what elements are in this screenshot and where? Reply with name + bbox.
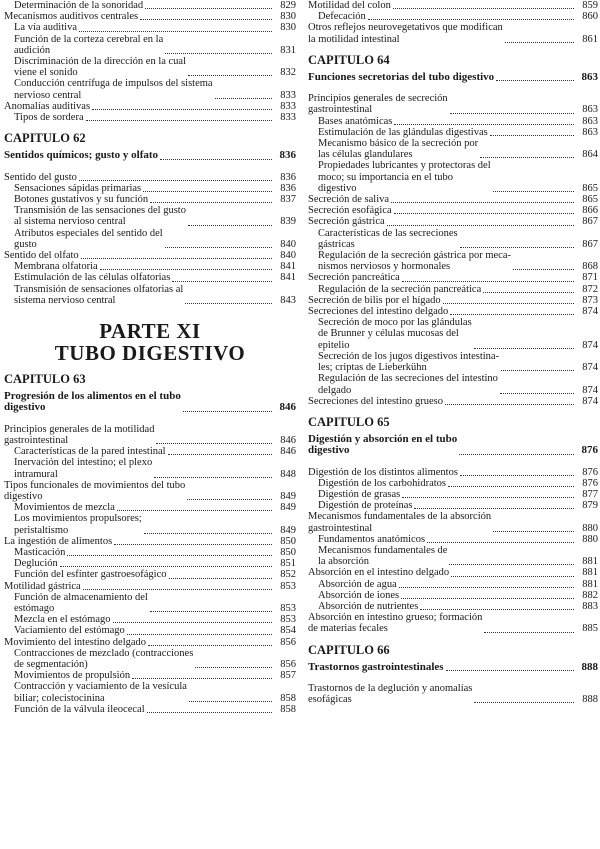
page-number: 880 (582, 522, 598, 534)
chapter-64-heading: CAPITULO 64 (308, 52, 390, 67)
toc-entry (308, 22, 598, 44)
entry-text: Secreción de bilis por el hígado (308, 294, 441, 306)
dot-leader (147, 703, 272, 713)
dot-leader (490, 126, 574, 136)
dot-leader (427, 533, 574, 543)
chapter-title-text: Funciones secretorias del tubo digestivo (308, 71, 495, 84)
page-number: 873 (582, 294, 598, 306)
chapter-66-title (308, 662, 598, 673)
toc-entry (308, 511, 598, 533)
page-number: 857 (280, 670, 296, 682)
toc-entry (308, 545, 598, 567)
page-number: 872 (582, 283, 598, 295)
entry-text: Sensaciones sápidas primarias (14, 182, 142, 194)
entry-text: Absorción de iones (318, 589, 400, 601)
page-number: 888 (582, 694, 598, 706)
dot-leader (154, 468, 272, 478)
entry-text: Estimulación de las células olfatorias (14, 272, 171, 284)
dot-leader (450, 305, 574, 315)
dot-leader (394, 204, 574, 214)
dot-leader (187, 490, 272, 500)
entry-text: Anomalías auditivas (4, 100, 91, 112)
entry-text: La vía auditiva (14, 22, 77, 34)
toc-entry (4, 681, 296, 703)
page-number: 866 (582, 205, 598, 217)
chapter-64-title (308, 72, 598, 83)
dot-leader (79, 171, 272, 181)
toc-entry (4, 284, 296, 306)
entry-text: Vaciamiento del estómago (14, 625, 125, 637)
page-number: 853 (280, 614, 296, 626)
page-number: 837 (280, 194, 296, 206)
chapter-66-list (308, 683, 598, 705)
page-number: 851 (280, 558, 296, 570)
dot-leader (160, 150, 272, 160)
page-number: 841 (280, 272, 296, 284)
entry-text: Otros reflejos neurovegetativos que modifican la motilidad intestinal (308, 22, 503, 45)
page-number: 832 (280, 67, 296, 79)
entry-text: Función de la válvula ileocecal (14, 703, 145, 715)
dot-leader (505, 33, 574, 43)
dot-leader (143, 182, 272, 192)
entry-text: Transmisión de las sensaciones del gusto al sistema nervioso central (14, 205, 186, 228)
page-number: 850 (280, 535, 296, 547)
dot-leader (387, 216, 574, 226)
dot-leader (493, 522, 574, 532)
dot-leader (156, 434, 272, 444)
dot-leader (188, 216, 272, 226)
page-number: 865 (582, 182, 598, 194)
page-number: 853 (280, 580, 296, 592)
page-number: 864 (582, 149, 598, 161)
chapter-title-text: Digestión y absorción en el tubo digestivo (308, 433, 458, 457)
toc-entry (4, 446, 296, 457)
page-number: 865 (582, 194, 598, 206)
chapter-62-heading: CAPITULO 62 (4, 131, 86, 146)
dot-leader (145, 0, 272, 9)
entry-text: Sentido del olfato (4, 250, 79, 262)
toc-entry (4, 272, 296, 283)
dot-leader (79, 22, 272, 32)
dot-leader (168, 445, 272, 455)
entry-text: Tipos de sordera (14, 112, 84, 124)
left-intro-list (4, 0, 296, 123)
page-number: 860 (582, 11, 598, 23)
entry-text: Fundamentos anatómicos (318, 533, 426, 545)
toc-entry (4, 637, 296, 648)
dot-leader (189, 692, 272, 702)
page-number: 843 (280, 294, 296, 306)
page-number: 885 (582, 623, 598, 635)
entry-text: Sentido del gusto (4, 171, 77, 183)
dot-leader (513, 260, 574, 270)
toc-entry (308, 138, 598, 160)
dot-leader (459, 445, 574, 455)
entry-text: Los movimientos propulsores; peristaltismo (14, 513, 142, 536)
page-number: 836 (280, 171, 296, 183)
page-number: 858 (280, 692, 296, 704)
page-number: 876 (582, 477, 598, 489)
dot-leader (474, 339, 574, 349)
toc-entry (4, 648, 296, 670)
toc-entry (4, 194, 296, 205)
page-number: 830 (280, 22, 296, 34)
entry-text: Inervación del intestino; el plexo intramural (14, 457, 153, 480)
page-number: 849 (280, 502, 296, 514)
dot-leader (446, 661, 574, 671)
entry-text: Contracciones de mezclado (contracciones de segmentación) (14, 647, 194, 670)
toc-entry (308, 228, 598, 250)
dot-leader (113, 613, 273, 623)
entry-text: Secreción pancreática (308, 272, 400, 284)
dot-leader (500, 384, 574, 394)
dot-leader (394, 115, 574, 125)
page-number: 848 (280, 468, 296, 480)
entry-text: Conducción centrífuga de impulsos del sistema nervioso central (14, 78, 213, 101)
dot-leader (451, 567, 574, 577)
chapter-62-title (4, 150, 296, 161)
toc-entry (308, 612, 598, 634)
page-number: 833 (280, 112, 296, 124)
dot-leader (401, 589, 574, 599)
chapter-title-text: Progresión de los alimentos en el tubo digestivo (4, 390, 181, 414)
toc-entry (308, 317, 598, 351)
dot-leader (368, 10, 574, 20)
page-number: 888 (581, 660, 598, 673)
toc-entry (4, 56, 296, 78)
page-number: 854 (280, 625, 296, 637)
page-number: 879 (582, 500, 598, 512)
entry-text: Función de la corteza cerebral en la audición (14, 33, 164, 56)
toc-entry (308, 216, 598, 227)
page-number: 880 (582, 533, 598, 545)
entry-text: Propiedades lubricantes y protectoras del moco; su importancia en el tubo digestivo (318, 160, 491, 194)
entry-text: Principios generales de la motilidad gastrointestinal (4, 423, 155, 446)
dot-leader (67, 546, 272, 556)
page-number: 863 (581, 71, 598, 84)
page-number: 882 (582, 589, 598, 601)
page-number: 853 (280, 602, 296, 614)
entry-text: Transmisión de sensaciones olfatorias al sistema nervioso central (14, 283, 184, 306)
page-number: 881 (582, 578, 598, 590)
dot-leader (165, 238, 272, 248)
part-title: TUBO DIGESTIVO (54, 341, 246, 366)
entry-text: Secreción de moco por las glándulas de Brunner y células mucosas del epitelio (318, 317, 472, 351)
page-number: 846 (280, 434, 296, 446)
toc-entry (308, 396, 598, 407)
dot-leader (496, 71, 574, 81)
dot-leader (165, 44, 272, 54)
toc-entry (4, 513, 296, 535)
dot-leader (140, 10, 272, 20)
dot-leader (450, 104, 574, 114)
page-number: 871 (582, 272, 598, 284)
entry-text: Mecanismo básico de la secreción por las células glandulares (318, 138, 479, 161)
page-number: 881 (582, 567, 598, 579)
entry-text: Secreción gástrica (308, 216, 385, 228)
dot-leader (420, 600, 574, 610)
page-number: 881 (582, 556, 598, 568)
page-number: 863 (582, 126, 598, 138)
toc-entry (308, 93, 598, 115)
dot-leader (480, 148, 574, 158)
dot-leader (81, 249, 272, 259)
page-number: 839 (280, 216, 296, 228)
toc-entry (4, 112, 296, 123)
right-column (308, 0, 598, 705)
page-number: 836 (280, 182, 296, 194)
entry-text: Mecanismos fundamentales de la absorción gastrointestinal (308, 511, 492, 534)
toc-entry (308, 306, 598, 317)
chapter-65-title (308, 434, 598, 456)
dot-leader (60, 557, 272, 567)
toc-entry (4, 592, 296, 614)
entry-text: Movimientos de mezcla (14, 502, 115, 514)
page-number: 874 (582, 384, 598, 396)
dot-leader (195, 658, 272, 668)
entry-text: Mecanismos fundamentales de la absorción (318, 544, 448, 568)
entry-text: Determinación de la sonoridad (14, 0, 144, 11)
page-number: 849 (280, 490, 296, 502)
entry-text: Digestión de los distintos alimentos (308, 466, 458, 478)
dot-leader (393, 0, 574, 9)
chapter-title-text: Trastornos gastrointestinales (308, 660, 444, 673)
toc-entry (4, 480, 296, 502)
dot-leader (117, 501, 272, 511)
chapter-65-list (308, 467, 598, 635)
entry-text: Secreciones del intestino grueso (308, 395, 444, 407)
entry-text: Regulación de la secreción pancreática (318, 283, 482, 295)
part-heading (4, 320, 296, 364)
entry-text: Movimiento del intestino delgado (4, 636, 147, 648)
dot-leader (188, 66, 272, 76)
entry-text: Masticación (14, 546, 66, 558)
page-number: 841 (280, 261, 296, 273)
page-number: 859 (582, 0, 598, 11)
entry-text: Trastornos de la deglución y anomalías esofágicas (308, 682, 473, 706)
entry-text: Botones gustativos y su función (14, 194, 149, 206)
toc-entry (4, 457, 296, 479)
page-number: 829 (280, 0, 296, 11)
dot-leader (493, 182, 574, 192)
entry-text: Absorción en el intestino delgado (308, 567, 450, 579)
entry-text: Atributos especiales del sentido del gusto (14, 227, 163, 250)
page-number: 852 (280, 569, 296, 581)
dot-leader (92, 100, 272, 110)
toc-entry (4, 78, 296, 100)
dot-leader (86, 111, 272, 121)
entry-text: Motilidad del colon (308, 0, 391, 11)
page-number: 849 (280, 524, 296, 536)
page-number: 874 (582, 306, 598, 318)
toc-entry (4, 205, 296, 227)
toc-entry (4, 34, 296, 56)
dot-leader (83, 580, 272, 590)
dot-leader (448, 477, 574, 487)
entry-text: Motilidad gástrica (4, 580, 81, 592)
entry-text: Defecación (318, 11, 366, 23)
right-intro-list (308, 0, 598, 45)
dot-leader (127, 625, 272, 635)
page-number: 861 (582, 33, 598, 45)
chapter-63-list (4, 424, 296, 715)
dot-leader (185, 294, 272, 304)
chapter-62-list (4, 172, 296, 306)
page-number: 858 (280, 703, 296, 715)
entry-text: Regulación de las secreciones del intestino delgado (318, 373, 498, 396)
page-number: 863 (582, 104, 598, 116)
entry-text: Principios generales de secreción gastrointestinal (308, 93, 448, 116)
entry-text: Secreciones del intestino delgado (308, 306, 449, 318)
toc-entry (308, 351, 598, 373)
entry-text: Regulación de la secreción gástrica por meca- nismos nerviosos y hormonales (318, 250, 511, 273)
part-number: PARTE XI (99, 319, 201, 344)
entry-text: Discriminación de la dirección en la cual viene el sonido (14, 56, 187, 79)
page-number: 856 (280, 636, 296, 648)
dot-leader (150, 193, 272, 203)
entry-text: Estimulación de las glándulas digestivas (318, 126, 488, 138)
entry-text: Deglución (14, 558, 58, 570)
toc-entry (308, 500, 598, 511)
page-number: 840 (280, 250, 296, 262)
dot-leader (402, 272, 574, 282)
dot-leader (391, 193, 574, 203)
dot-leader (144, 524, 272, 534)
entry-text: Bases anatómicas (318, 115, 393, 127)
entry-text: Función de almacenamiento del estómago (14, 591, 148, 614)
page-number: 833 (280, 100, 296, 112)
entry-text: Mecanismos auditivos centrales (4, 11, 139, 23)
toc-entry (308, 601, 598, 612)
entry-text: Tipos funcionales de movimientos del tubo digestivo (4, 479, 186, 502)
chapter-64-list (308, 93, 598, 407)
dot-leader (460, 466, 574, 476)
entry-text: Movimientos de propulsión (14, 670, 131, 682)
page-number: 850 (280, 546, 296, 558)
toc-entry (308, 160, 598, 194)
page-number: 883 (582, 600, 598, 612)
chapter-65-heading: CAPITULO 65 (308, 414, 390, 429)
page-number: 867 (582, 216, 598, 228)
page-number: 856 (280, 658, 296, 670)
entry-text: Características de la pared intestinal (14, 446, 166, 458)
page-number: 833 (280, 89, 296, 101)
dot-leader (460, 238, 574, 248)
page-number: 874 (582, 362, 598, 374)
entry-text: Mezcla en el estómago (14, 614, 111, 626)
page-number: 831 (280, 44, 296, 56)
toc-entry (308, 373, 598, 395)
chapter-63-heading: CAPITULO 63 (4, 372, 86, 387)
entry-text: Digestión de los carbohidratos (318, 477, 447, 489)
dot-leader (100, 260, 272, 270)
dot-leader (483, 283, 574, 293)
toc-entry (4, 22, 296, 33)
dot-leader (484, 623, 574, 633)
dot-leader (474, 693, 574, 703)
page-number: 874 (582, 339, 598, 351)
dot-leader (414, 499, 574, 509)
page-number: 876 (582, 466, 598, 478)
entry-text: Contracción y vaciamiento de la vesícula biliar; colecistocinina (14, 681, 187, 704)
entry-text: Secreción de los jugos digestivos intestina- les; criptas de Lieberkühn (318, 350, 500, 374)
toc-entry (4, 502, 296, 513)
dot-leader (172, 272, 272, 282)
toc-entry (308, 127, 598, 138)
dot-leader (132, 669, 272, 679)
page-number: 830 (280, 11, 296, 23)
toc-entry (308, 250, 598, 272)
entry-text: Secreción de saliva (308, 194, 390, 206)
toc-entry (308, 683, 598, 705)
dot-leader (183, 402, 272, 412)
toc-entry (4, 581, 296, 592)
dot-leader (169, 569, 273, 579)
entry-text: Absorción en intestino grueso; formación de materias fecales (308, 612, 483, 635)
page-number: 846 (279, 401, 296, 414)
toc-entry (4, 670, 296, 681)
chapter-63-title (4, 391, 296, 413)
page-number: 876 (581, 444, 598, 457)
entry-text: Absorción de nutrientes (318, 600, 419, 612)
page-number: 840 (280, 238, 296, 250)
page-number: 868 (582, 261, 598, 273)
page-number: 846 (280, 446, 296, 458)
toc-entry (4, 228, 296, 250)
dot-leader (399, 578, 574, 588)
chapter-title-text: Sentidos químicos; gusto y olfato (4, 149, 159, 162)
chapter-66-heading: CAPITULO 66 (308, 642, 390, 657)
dot-leader (148, 636, 272, 646)
entry-text: Membrana olfatoria (14, 261, 98, 273)
dot-leader (443, 294, 574, 304)
dot-leader (150, 602, 272, 612)
toc-entry (4, 704, 296, 715)
entry-text: Digestión de proteínas (318, 500, 413, 512)
entry-text: Absorción de agua (318, 578, 397, 590)
page-number: 863 (582, 115, 598, 127)
dot-leader (402, 488, 574, 498)
page-number: 874 (582, 395, 598, 407)
page-number: 877 (582, 488, 598, 500)
dot-leader (445, 395, 574, 405)
entry-text: Digestión de grasas (318, 488, 401, 500)
toc-entry (308, 534, 598, 545)
entry-text: La ingestión de alimentos (4, 535, 113, 547)
page-number: 836 (279, 149, 296, 162)
dot-leader (501, 361, 574, 371)
left-column (4, 0, 296, 715)
entry-text: Función del esfínter gastroesofágico (14, 569, 167, 581)
entry-text: Secreción esofágica (308, 205, 392, 217)
dot-leader (449, 555, 574, 565)
toc-entry (308, 11, 598, 22)
dot-leader (215, 89, 272, 99)
toc-entry (4, 424, 296, 446)
page-number: 867 (582, 238, 598, 250)
dot-leader (114, 535, 272, 545)
entry-text: Características de las secreciones gástricas (318, 227, 458, 250)
